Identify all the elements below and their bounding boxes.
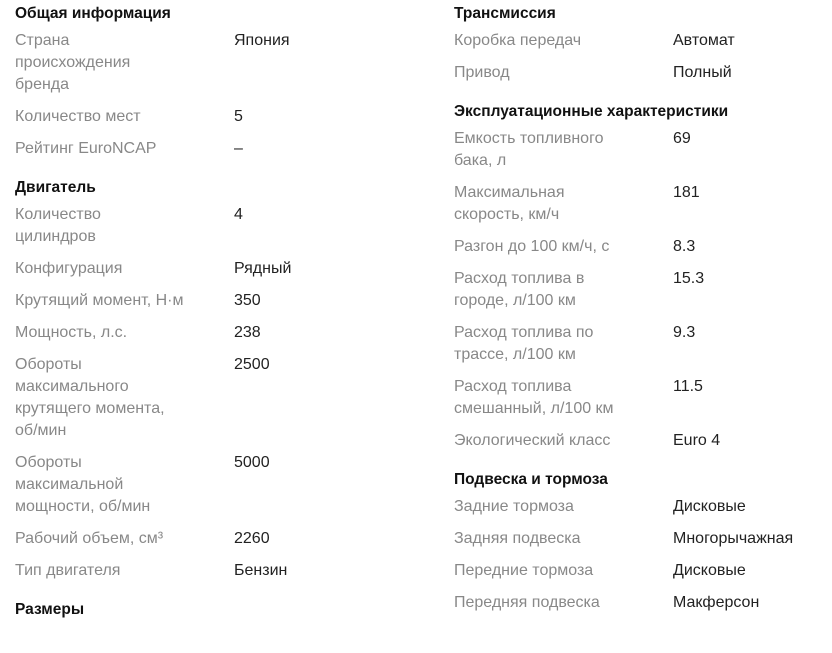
spec-row (15, 560, 415, 582)
spec-row (454, 430, 829, 452)
spec-label (454, 182, 673, 226)
spec-label-line: об/мин (15, 422, 67, 439)
spec-value: 2260 (234, 530, 270, 547)
section-title: Трансмиссия (454, 5, 556, 22)
spec-label-line: Количество мест (15, 108, 141, 125)
spec-row (454, 496, 829, 518)
spec-row (454, 62, 829, 84)
spec-label-line: Крутящий момент, Н·м (15, 292, 184, 309)
spec-label-line: мощности, об/мин (15, 498, 151, 515)
spec-row (454, 128, 829, 172)
specs-column-right (454, 0, 829, 624)
spec-value: Дисковые (673, 498, 746, 515)
spec-label (454, 128, 673, 172)
spec-label (15, 106, 234, 128)
spec-label (15, 138, 234, 160)
spec-row (15, 290, 415, 312)
spec-label-line: происхождения (15, 54, 131, 71)
spec-row (15, 138, 415, 160)
spec-label-line: Задняя подвеска (454, 530, 581, 547)
spec-value: 350 (234, 292, 261, 309)
spec-row (454, 376, 829, 420)
spec-section (15, 4, 415, 160)
spec-label-line: Передняя подвеска (454, 594, 600, 611)
spec-row (454, 236, 829, 258)
spec-value: 9.3 (673, 324, 696, 341)
spec-label-line: Задние тормоза (454, 498, 574, 515)
spec-section (454, 4, 829, 84)
spec-label (454, 560, 673, 582)
spec-row (15, 528, 415, 550)
spec-label-line: цилиндров (15, 228, 96, 245)
spec-label (454, 496, 673, 518)
spec-row (454, 528, 829, 550)
spec-label (454, 268, 673, 312)
spec-label-line: Привод (454, 64, 510, 81)
spec-label-line: бака, л (454, 152, 507, 169)
spec-label (454, 528, 673, 550)
spec-label-line: Коробка передач (454, 32, 582, 49)
spec-value: 69 (673, 130, 691, 147)
spec-row (15, 354, 415, 442)
spec-row (15, 204, 415, 248)
spec-value: Полный (673, 64, 732, 81)
spec-label-line: Максимальная (454, 184, 565, 201)
spec-label (454, 236, 673, 258)
spec-label (454, 322, 673, 366)
spec-label-line: Передние тормоза (454, 562, 594, 579)
spec-row (15, 30, 415, 96)
spec-value: 8.3 (673, 238, 696, 255)
spec-section (15, 600, 415, 620)
spec-label (454, 376, 673, 420)
spec-row (454, 268, 829, 312)
spec-value: 4 (234, 206, 243, 223)
spec-section (15, 178, 415, 582)
spec-label-line: максимального (15, 378, 129, 395)
spec-label-line: Обороты (15, 454, 82, 471)
spec-value: Япония (234, 32, 290, 49)
spec-value: Рядный (234, 260, 292, 277)
spec-label-line: Экологический класс (454, 432, 611, 449)
spec-label-line: городе, л/100 км (454, 292, 576, 309)
spec-value: Euro 4 (673, 432, 721, 449)
specs-column-left (15, 0, 415, 626)
spec-label-line: Расход топлива по (454, 324, 594, 341)
spec-label (454, 30, 673, 52)
spec-value: 11.5 (673, 378, 703, 395)
section-title: Размеры (15, 601, 85, 618)
spec-label-line: бренда (15, 76, 70, 93)
spec-row (15, 258, 415, 280)
spec-label (15, 560, 234, 582)
spec-label (15, 354, 234, 442)
spec-label-line: Емкость топливного (454, 130, 604, 147)
spec-label-line: Конфигурация (15, 260, 123, 277)
section-title: Эксплуатационные характеристики (454, 103, 729, 120)
spec-label (15, 452, 234, 518)
spec-row (454, 182, 829, 226)
spec-label-line: Разгон до 100 км/ч, с (454, 238, 610, 255)
spec-label-line: Расход топлива в (454, 270, 585, 287)
spec-value: 238 (234, 324, 261, 341)
spec-value: 181 (673, 184, 700, 201)
spec-label-line: Расход топлива (454, 378, 572, 395)
spec-label-line: Рабочий объем, см³ (15, 530, 164, 547)
spec-row (454, 560, 829, 582)
section-title: Двигатель (15, 179, 96, 196)
spec-value: Макферсон (673, 594, 760, 611)
spec-row (15, 452, 415, 518)
spec-label-line: Страна (15, 32, 70, 49)
spec-label (15, 290, 234, 312)
spec-value: Бензин (234, 562, 288, 579)
section-title: Подвеска и тормоза (454, 471, 608, 488)
spec-row (454, 30, 829, 52)
spec-label-line: Обороты (15, 356, 82, 373)
spec-value: – (234, 140, 243, 157)
spec-value: Многорычажная (673, 530, 794, 547)
spec-section (454, 470, 829, 614)
spec-value: Автомат (673, 32, 735, 49)
spec-label (15, 204, 234, 248)
spec-label-line: Рейтинг EuroNCAP (15, 140, 157, 157)
spec-value: 2500 (234, 356, 270, 373)
spec-label-line: Количество (15, 206, 101, 223)
spec-label-line: трассе, л/100 км (454, 346, 576, 363)
spec-value: 5000 (234, 454, 270, 471)
spec-label-line: Тип двигателя (15, 562, 121, 579)
spec-label (15, 30, 234, 96)
spec-label (454, 62, 673, 84)
spec-label (15, 528, 234, 550)
spec-label (454, 592, 673, 614)
spec-row (454, 322, 829, 366)
spec-label-line: смешанный, л/100 км (454, 400, 614, 417)
spec-label (454, 430, 673, 452)
spec-row (15, 322, 415, 344)
spec-value: Дисковые (673, 562, 746, 579)
spec-label-line: Мощность, л.с. (15, 324, 128, 341)
spec-label-line: крутящего момента, (15, 400, 165, 417)
spec-label-line: максимальной (15, 476, 124, 493)
spec-label (15, 258, 234, 280)
spec-label-line: скорость, км/ч (454, 206, 560, 223)
spec-label (15, 322, 234, 344)
spec-value: 5 (234, 108, 243, 125)
spec-row (454, 592, 829, 614)
spec-row (15, 106, 415, 128)
spec-section (454, 102, 829, 452)
section-title: Общая информация (15, 5, 171, 22)
spec-value: 15.3 (673, 270, 705, 287)
